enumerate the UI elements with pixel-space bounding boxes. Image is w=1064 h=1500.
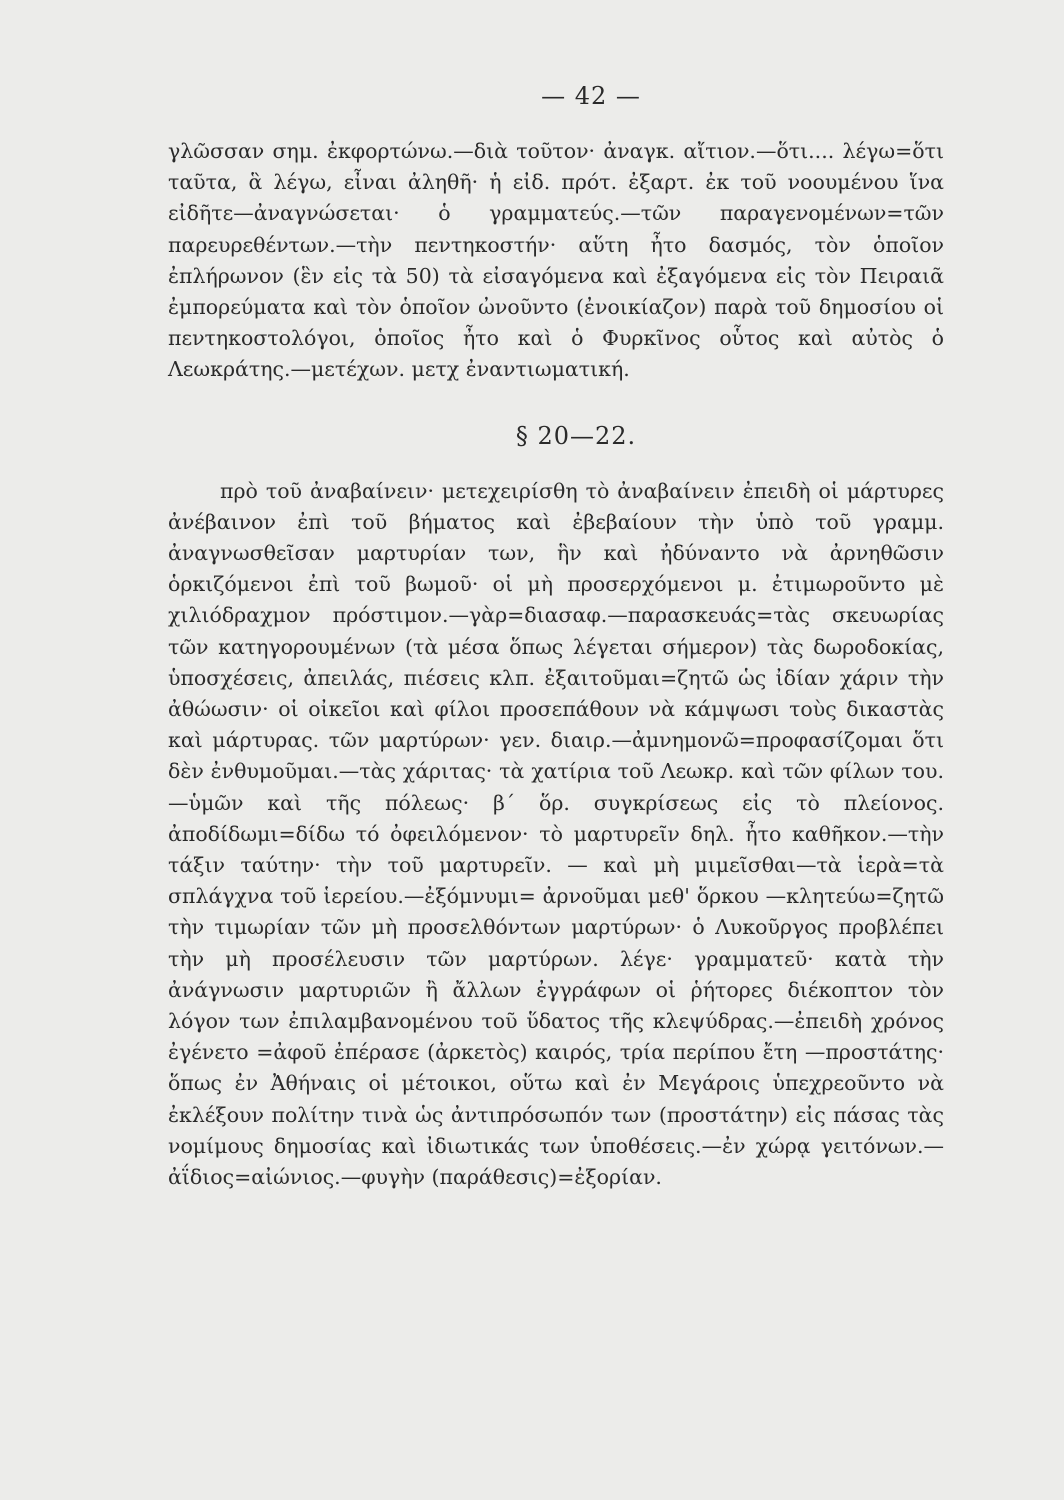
section-heading: § 20—22. [515,421,637,450]
commentary-block-1 [168,136,944,386]
commentary-block-2 [168,476,944,1194]
commentary-paragraph: γλῶσσαν σημ. ἐκφορτώνω.—διὰ τοῦτον· ἀναγκ. αἴτιον.—ὅτι.... λέγω=ὅτι ταῦτα, ἃ λέγω, εἶναι ἀληθῆ· ἡ εἰδ. πρότ. ἐξαρτ. ἐκ τοῦ νοουμένου ἵνα εἰδῆτε—ἀναγνώσεται· ὁ γραμματεύς.—τῶν παραγενομένων=τῶν παρευρεθέντων.—τὴν πεντηκοστήν· αὕτη ἦτο δασμός, τὸν ὁποῖον ἐπλήρωνον (ἓν εἰς τὰ 50) τὰ εἰσαγόμενα καὶ ἐξαγόμενα εἰς τὸν Πειραιᾶ ἐμπορεύματα καὶ τὸν ὁποῖον ὠνοῦντο (ἐνοικίαζον) παρὰ τοῦ δημοσίου οἱ πεντηκοστολόγοι, ὁποῖος ἦτο καὶ ὁ Φυρκῖνος οὗτος καὶ αὐτὸς ὁ Λεωκράτης.—μετέχων. μετχ ἐναντιωματική. [168,139,944,382]
page-number: — 42 — [541,82,641,110]
commentary-paragraph: πρὸ τοῦ ἀναβαίνειν· μετεχειρίσθη τὸ ἀναβαίνειν ἐπειδὴ οἱ μάρτυρες ἀνέβαινον ἐπὶ τοῦ βήματος καὶ ἐβεβαίουν τὴν ὑπὸ τοῦ γραμμ. ἀναγνωσθεῖσαν μαρτυρίαν των, ἣν καὶ ἠδύναντο νὰ ἀρνηθῶσιν ὁρκιζόμενοι ἐπὶ τοῦ βωμοῦ· οἱ μὴ προσερχόμενοι μ. ἐτιμωροῦντο μὲ χιλιόδραχμον πρόστιμον.—γὰρ=διασαφ.—παρασκευάς=τὰς σκευωρίας τῶν κατηγορουμένων (τὰ μέσα ὅπως λέγεται σήμερον) τὰς δωροδοκίας, ὑποσχέσεις, ἀπειλάς, πιέσεις κλπ. ἐξαιτοῦμαι=ζητῶ ὡς ἰδίαν χάριν τὴν ἀθώωσιν· οἱ οἰκεῖοι καὶ φίλοι προσεπάθουν νὰ κάμψωσι τοὺς δικαστὰς καὶ μάρτυρας. τῶν μαρτύρων· γεν. διαιρ.—ἀμνημονῶ=προφασίζομαι ὅτι δὲν ἐνθυμοῦμαι.—τὰς χάριτας· τὰ χατίρια τοῦ Λεωκρ. καὶ τῶν φίλων του.—ὑμῶν καὶ τῆς πόλεως· β΄ ὅρ. συγκρίσεως εἰς τὸ πλείονος. ἀποδίδωμι=δίδω τό ὀφειλόμενον· τὸ μαρτυρεῖν δηλ. ἦτο καθῆκον.—τὴν τάξιν ταύτην· τὴν τοῦ μαρτυρεῖν. — καὶ μὴ μιμεῖσθαι—τὰ ἱερὰ=τὰ σπλάγχνα τοῦ ἱερείου.—ἐξόμνυμι= ἀρνοῦμαι μεθ' ὅρκου —κλητεύω=ζητῶ τὴν τιμωρίαν τῶν μὴ προσελθόντων μαρτύρων· ὁ Λυκοῦργος προβλέπει τὴν μὴ προσέλευσιν τῶν μαρτύρων. λέγε· γραμματεῦ· κατὰ τὴν ἀνάγνωσιν μαρτυριῶν ἢ ἄλλων ἐγγράφων οἱ ῥήτορες διέκοπτον τὸν λόγον των ἐπιλαμβανομένου τοῦ ὕδατος τῆς κλεψύδρας.—ἐπειδὴ χρόνος ἐγένετο =ἀφοῦ ἐπέρασε (ἀρκετὸς) καιρός, τρία περίπου ἔτη —προστάτης· ὅπως ἐν Ἀθήναις οἱ μέτοικοι, οὕτω καὶ ἐν Μεγάροις ὑπεχρεοῦντο νὰ ἐκλέξουν πολίτην τινὰ ὡς ἀντιπρόσωπόν των (προστάτην) εἰς πάσας τὰς νομίμους δημοσίας καὶ ἰδιωτικάς των ὑποθέσεις.—ἐν χώρᾳ γειτόνων.—ἀΐδιος=αἰώνιος.—φυγὴν (παράθεσις)=ἐξορίαν. [168,478,944,1190]
